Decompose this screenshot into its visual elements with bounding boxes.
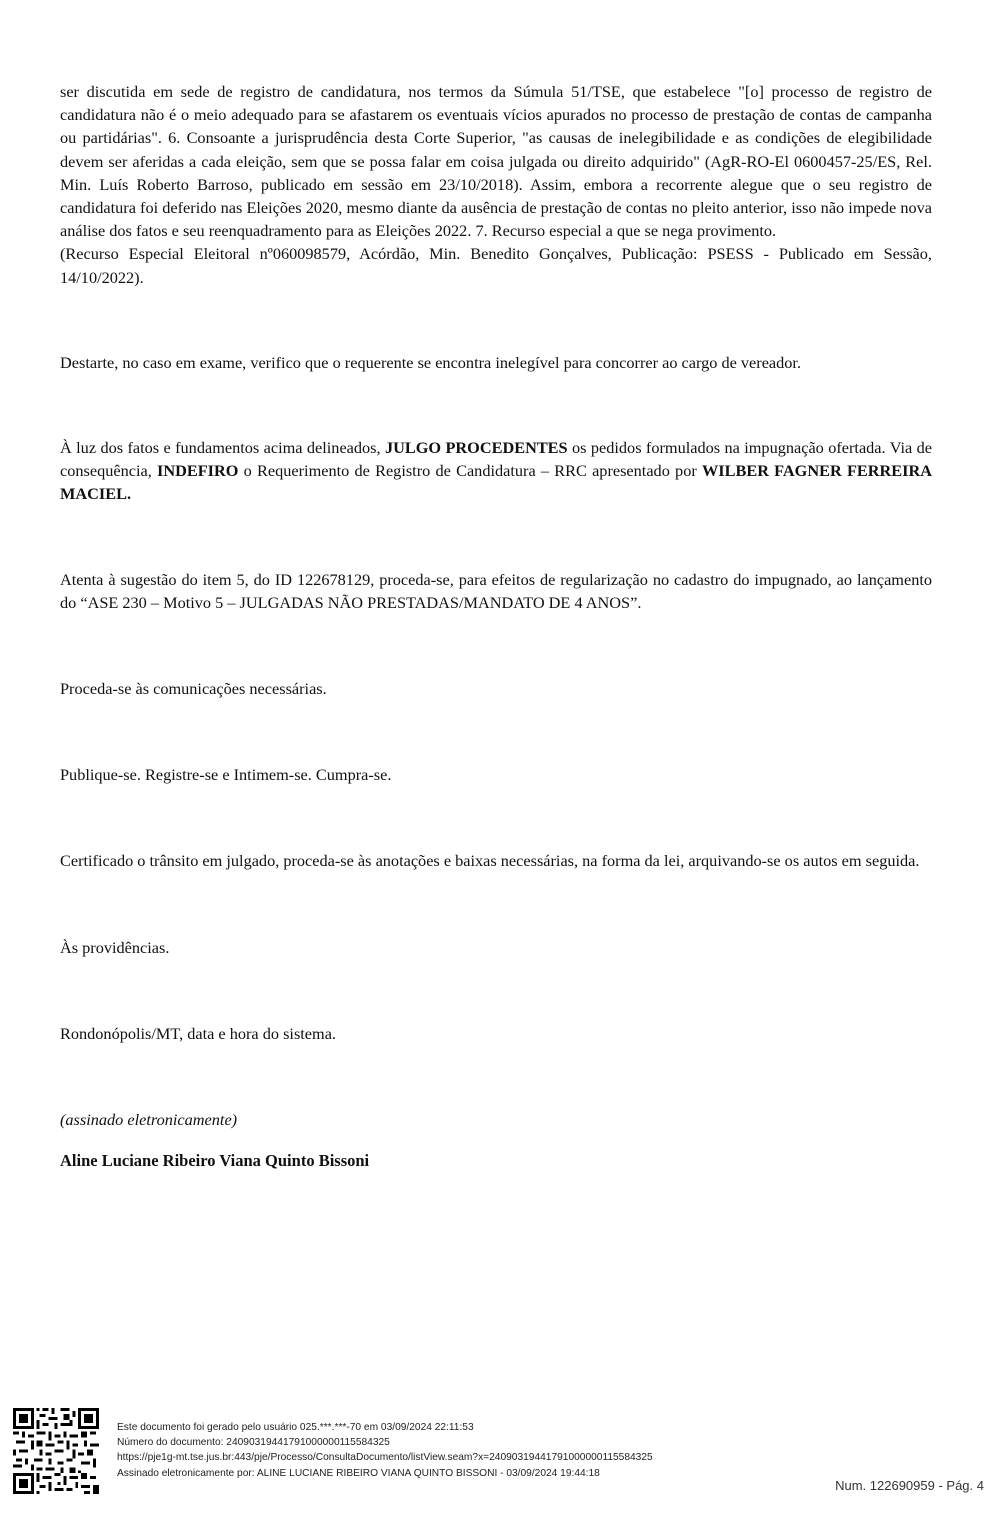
footer-metadata xyxy=(117,1420,653,1481)
ruling-paragraph xyxy=(60,436,932,506)
document-footer xyxy=(0,1400,992,1520)
signer-name: Aline Luciane Ribeiro Viana Quinto Bissoni xyxy=(60,1151,370,1171)
ruling-middle-2: o Requerimento de Registro de Candidatura – RRC apresentado por xyxy=(238,461,702,481)
document-url-link[interactable]: https://pje1g-mt.tse.jus.br:443/pje/Processo/ConsultaDocumento/listView.seam?x=24090319441791000000115584325 xyxy=(117,1452,653,1464)
signed-by-line: Assinado eletronicamente por: ALINE LUCIANE RIBEIRO VIANA QUINTO BISSONI - 03/09/2024 19:44:18 xyxy=(117,1467,600,1479)
document-number-line: Número do documento: 24090319441791000000115584325 xyxy=(117,1437,390,1449)
place-date: Rondonópolis/MT, data e hora do sistema. xyxy=(60,1023,336,1043)
providences-paragraph: Às providências. xyxy=(60,937,170,957)
conclusion-paragraph: Destarte, no caso em exame, verifico que o requerente se encontra inelegível para concorrer ao cargo de vereador. xyxy=(60,352,802,372)
qr-code-icon xyxy=(13,1408,99,1494)
signed-note: (assinado eletronicamente) xyxy=(60,1110,238,1130)
ruling-middle-1: os pedidos formulados na impugnação ofertada. Via de consequência, xyxy=(60,438,932,481)
ruling-indefiro: INDEFIRO xyxy=(157,461,239,481)
publish-paragraph: Publique-se. Registre-se e Intimem-se. Cumpra-se. xyxy=(60,765,392,785)
candidate-name: WILBER FAGNER FERREIRA MACIEL. xyxy=(60,461,932,504)
certified-paragraph: Certificado o trânsito em julgado, proceda-se às anotações e baixas necessárias, na forma da lei, arquivando-se os autos em seguida. xyxy=(60,851,920,871)
jurisprudence-citation: (Recurso Especial Eleitoral nº060098579, Acórdão, Min. Benedito Gonçalves, Publicação: PSESS - Publicado em Sessão, 14/10/2022). xyxy=(60,244,932,287)
registration-paragraph: Atenta à sugestão do item 5, do ID 122678129, proceda-se, para efeitos de regularização no cadastro do impugnado, ao lançamento do “ASE 230 – Motivo 5 – JULGADAS NÃO PRESTADAS/MANDATO DE 4 ANOS”. xyxy=(60,569,932,612)
document-page xyxy=(60,80,932,1172)
communications-paragraph: Proceda-se às comunicações necessárias. xyxy=(60,679,327,699)
page-number: Num. 122690959 - Pág. 4 xyxy=(835,1478,984,1493)
ruling-procedentes: JULGO PROCEDENTES xyxy=(384,438,568,458)
jurisprudence-excerpt: ser discutida em sede de registro de candidatura, nos termos da Súmula 51/TSE, que estabelece "[o] processo de registro de candidatura não é o meio adequado para se afastarem os eventuais vícios apurados no processo de prestação de contas de campanha ou partidárias". 6. Consoante a jurisprudência desta Corte Superior, "as causas de inelegibilidade e as condições de elegibilidade devem ser aferidas a cada eleição, sem que se possa falar em coisa julgada ou direito adquirido" (AgR-RO-El 0600457-25/ES, Rel. Min. Luís Roberto Barroso, publicado em sessão em 23/10/2018). Assim, embora a recorrente alegue que o seu registro de candidatura foi deferido nas Eleições 2020, mesmo diante da ausência de prestação de contas no pleito anterior, isso não impede nova análise dos fatos e seu reenquadramento para as Eleições 2022. 7. Recurso especial a que se nega provimento. xyxy=(60,82,932,241)
ruling-intro: À luz dos fatos e fundamentos acima delineados, xyxy=(60,438,385,458)
generated-by-line: Este documento foi gerado pelo usuário 025.***.***-70 em 03/09/2024 22:11:53 xyxy=(117,1422,474,1433)
